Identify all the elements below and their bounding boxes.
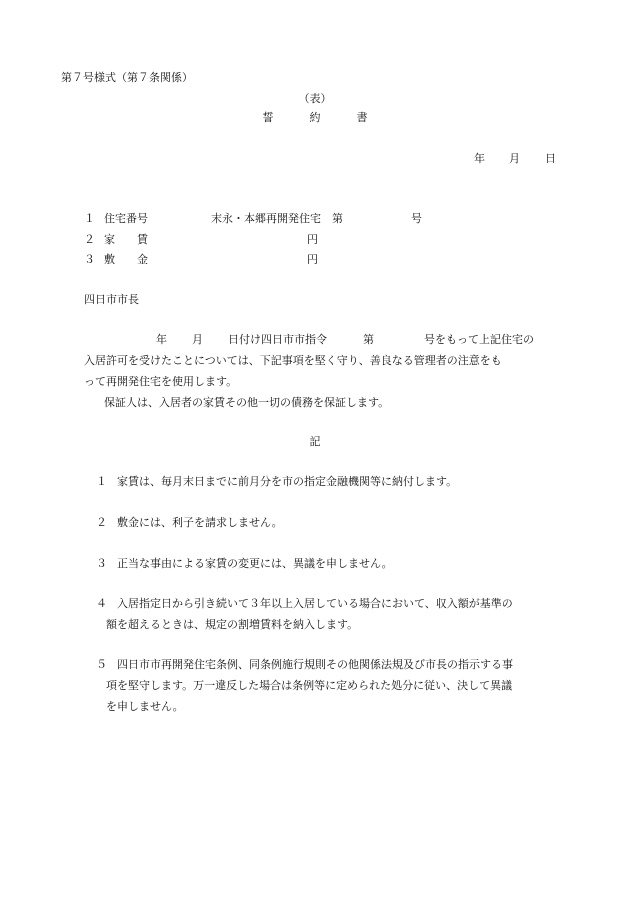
date-month: 月 — [509, 152, 520, 165]
item-3-suffix: 円 — [307, 253, 318, 266]
title-char-2: 約 — [309, 111, 321, 124]
item-3-label: 敷 金 — [104, 253, 148, 266]
addressee: 四日市市長 — [84, 293, 139, 306]
body-line1-mid: 日付け四日市市指令 — [228, 333, 327, 346]
body-line-3: って再開発住宅を使用します。 — [84, 375, 238, 388]
ki-label: 記 — [309, 435, 321, 448]
item-2-number: ２ — [84, 233, 95, 246]
item-1-label: 住宅番号 — [104, 212, 148, 225]
side-label: （表） — [298, 92, 332, 105]
clause-4-line-1: 入居指定日から引き続いて３年以上入居している場合において、収入額が基準の — [117, 597, 513, 610]
form-number: 第７号様式（第７条関係） — [61, 71, 193, 84]
item-1-number: １ — [84, 212, 95, 225]
item-2-suffix: 円 — [307, 233, 318, 246]
clause-5-line-2: 項を堅守します。万一違反した場合は条例等に定められた処分に従い、決して異議 — [106, 679, 513, 692]
clause-5-line-1: 四日市市再開発住宅条例、同条例施行規則その他関係法規及び市長の指示する事 — [117, 658, 513, 671]
body-dai: 第 — [363, 333, 374, 346]
clause-2-line-1: 敷金には、利子を請求しません。 — [117, 516, 283, 529]
document-title — [0, 112, 630, 123]
clause-4-number: ４ — [96, 597, 107, 610]
clause-3-number: ３ — [96, 557, 107, 570]
item-2-label: 家 賃 — [104, 233, 148, 246]
date-day: 日 — [545, 152, 556, 165]
title-char-3: 書 — [356, 111, 368, 124]
item-1-value: 末永・本郷再開発住宅 第 — [211, 212, 343, 225]
title-char-1: 誓 — [262, 111, 274, 124]
clause-3-line-1: 正当な事由による家賃の変更には、異議を申しません。 — [117, 557, 393, 570]
body-line1-end: 号をもって上記住宅の — [424, 333, 534, 346]
body-line-2: 入居許可を受けたことについては、下記事項を堅く守り、善良なる管理者の注意をも — [84, 354, 502, 367]
body-year: 年 — [156, 333, 167, 346]
clause-1-line-1: 家賃は、毎月末日までに前月分を市の指定金融機関等に納付します。 — [117, 475, 458, 488]
clause-5-number: ５ — [96, 658, 107, 671]
clause-1-number: １ — [96, 475, 107, 488]
clause-4-line-2: 額を超えるときは、規定の割増賃料を納入します。 — [106, 618, 359, 631]
item-3-number: ３ — [84, 253, 95, 266]
date-year: 年 — [474, 152, 485, 165]
item-1-suffix: 号 — [411, 212, 422, 225]
body-month: 月 — [192, 333, 203, 346]
body-line-4: 保証人は、入居者の家賃その他一切の債務を保証します。 — [104, 396, 390, 409]
clause-5-line-3: を申しません。 — [106, 700, 184, 713]
clause-2-number: ２ — [96, 516, 107, 529]
